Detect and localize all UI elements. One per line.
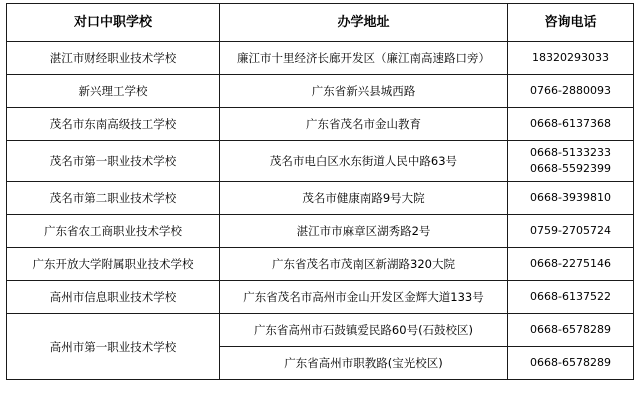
- school-phone: 0759-2705724: [508, 215, 634, 248]
- school-address: 茂名市电白区水东街道人民中路63号: [220, 141, 508, 182]
- school-name: 广东省农工商职业技术学校: [7, 215, 220, 248]
- school-name: 新兴理工学校: [7, 75, 220, 108]
- school-phone: 0668-6578289: [508, 347, 634, 380]
- school-address: 广东省茂名市茂南区新湖路320大院: [220, 248, 508, 281]
- school-name: 茂名市东南高级技工学校: [7, 108, 220, 141]
- school-address: 湛江市市麻章区湖秀路2号: [220, 215, 508, 248]
- table-row: [7, 314, 634, 347]
- table-row: [7, 281, 634, 314]
- school-phone: 18320293033: [508, 42, 634, 75]
- school-phone: 0668-5592399: [530, 162, 611, 175]
- school-address: 廉江市十里经济长廊开发区（廉江南高速路口旁）: [220, 42, 508, 75]
- school-address: 广东省茂名市金山教育: [220, 108, 508, 141]
- table-row: [7, 75, 634, 108]
- school-contact-table: [6, 3, 634, 380]
- header-address: 办学地址: [220, 4, 508, 42]
- school-name: 茂名市第二职业技术学校: [7, 182, 220, 215]
- table-row: [7, 248, 634, 281]
- school-phone: 0668-2275146: [508, 248, 634, 281]
- school-address: 广东省新兴县城西路: [220, 75, 508, 108]
- header-phone: 咨询电话: [508, 4, 634, 42]
- school-address: 广东省茂名市高州市金山开发区金辉大道133号: [220, 281, 508, 314]
- school-name: 茂名市第一职业技术学校: [7, 141, 220, 182]
- school-address: 茂名市健康南路9号大院: [220, 182, 508, 215]
- table-header-row: [7, 4, 634, 42]
- school-phone: 0668-5133233: [530, 146, 611, 159]
- school-phone: 0668-6578289: [508, 314, 634, 347]
- school-phone: 0668-3939810: [508, 182, 634, 215]
- table-row: [7, 215, 634, 248]
- school-phone: 0766-2880093: [508, 75, 634, 108]
- table-row: [7, 141, 634, 182]
- school-name: 湛江市财经职业技术学校: [7, 42, 220, 75]
- table-row: [7, 182, 634, 215]
- school-name: 高州市信息职业技术学校: [7, 281, 220, 314]
- school-phone: 0668-6137522: [508, 281, 634, 314]
- school-address: 广东省高州市石鼓镇爱民路60号(石鼓校区): [220, 314, 508, 347]
- school-name: 广东开放大学附属职业技术学校: [7, 248, 220, 281]
- school-phone: 0668-6137368: [508, 108, 634, 141]
- school-name: 高州市第一职业技术学校: [7, 314, 220, 380]
- header-school: 对口中职学校: [7, 4, 220, 42]
- table-row: [7, 108, 634, 141]
- school-phone-cell: [508, 141, 634, 182]
- table-row: [7, 42, 634, 75]
- school-address: 广东省高州市职教路(宝光校区): [220, 347, 508, 380]
